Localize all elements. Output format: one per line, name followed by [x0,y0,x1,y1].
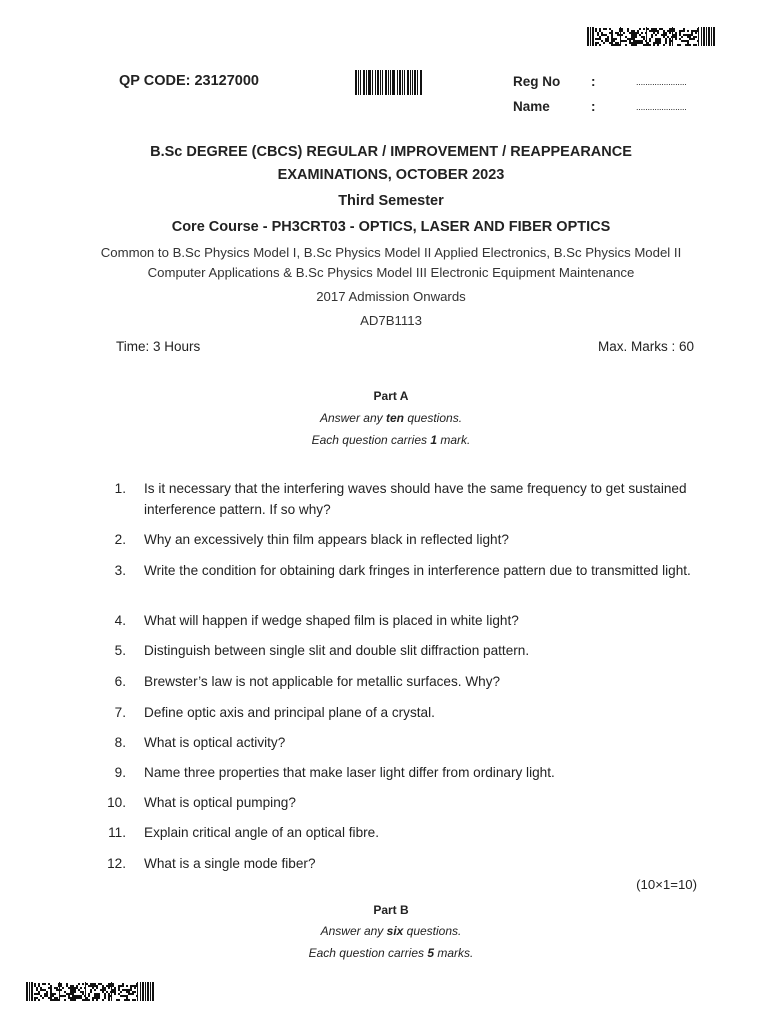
name-blank: ...................... [636,102,687,112]
question-number: 2. [114,532,126,547]
exam-title-line2: EXAMINATIONS, OCTOBER 2023 [277,167,505,183]
common-to-line1: Common to B.Sc Physics Model I, B.Sc Physics Model II Applied Electronics, B.Sc Physics Model II [100,245,682,260]
question-text: Name three properties that make laser light differ from ordinary light. [144,765,555,780]
question-text: Explain critical angle of an optical fibre. [144,825,379,840]
question-text: What is a single mode fiber? [144,856,316,871]
question-number: 4. [114,613,126,628]
part-a-instruction-1: Answer any ten questions. [319,411,463,425]
question-number: 6. [114,674,126,689]
question-number: 8. [114,735,126,750]
question-text: What will happen if wedge shaped film is placed in white light? [144,613,519,628]
qp-code: QP CODE: 23127000 [119,73,259,89]
name-colon: : [591,99,596,114]
bottom-left-barcode [26,982,157,1001]
part-a-marks-note: (10×1=10) [636,877,697,892]
part-b-instruction-2: Each question carries 5 marks. [308,946,474,960]
question-number: 12. [107,856,126,871]
question-number: 3. [114,563,126,578]
question-text: What is optical pumping? [144,795,296,810]
admission-line: 2017 Admission Onwards [316,289,466,304]
question-text: Why an excessively thin film appears black in reflected light? [144,532,509,547]
paper-code: AD7B1113 [360,313,422,328]
part-a-title: Part A [373,389,409,403]
part-b-instruction-1: Answer any six questions. [320,924,462,938]
reg-no-blank: ...................... [636,77,687,87]
question-number: 9. [114,765,126,780]
part-b-title: Part B [373,903,409,917]
question-number: 10. [107,795,126,810]
question-text: Define optic axis and principal plane of a crystal. [144,705,435,720]
question-text: Brewster’s law is not applicable for metallic surfaces. Why? [144,674,501,689]
question-number: 11. [108,825,126,840]
part-a-instruction-2: Each question carries 1 mark. [311,433,471,447]
question-number: 7. [114,705,126,720]
question-text: What is optical activity? [144,735,286,750]
semester-title: Third Semester [338,193,444,209]
question-number: 1. [114,481,126,496]
exam-title-line1: B.Sc DEGREE (CBCS) REGULAR / IMPROVEMENT / REAPPEARANCE [150,144,632,160]
question-text: Distinguish between single slit and double slit diffraction pattern. [144,643,530,658]
exam-time: Time: 3 Hours [116,339,201,354]
top-right-barcode [587,27,718,46]
name-label: Name [513,99,550,114]
question-text: Write the condition for obtaining dark fringes in interference pattern due to transmitted light. [144,563,691,578]
reg-no-colon: : [591,74,596,89]
question-text: Is it necessary that the interfering waves should have the same frequency to get sustained interference pattern. If so why? [144,481,687,517]
course-title: Core Course - PH3CRT03 - OPTICS, LASER AND FIBER OPTICS [171,219,611,235]
common-to-line2: Computer Applications & B.Sc Physics Model III Electronic Equipment Maintenance [147,265,635,280]
max-marks: Max. Marks : 60 [597,339,694,354]
question-number: 5. [114,643,126,658]
reg-no-label: Reg No [513,74,561,89]
qp-barcode [355,70,429,95]
